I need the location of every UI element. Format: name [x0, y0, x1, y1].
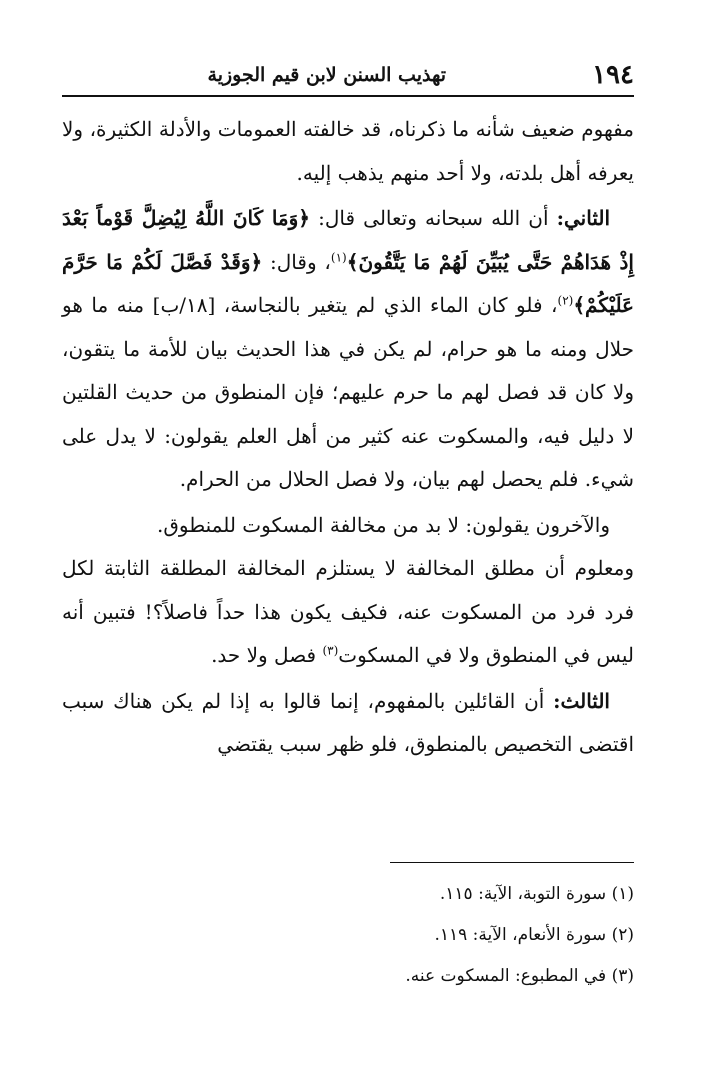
- footnotes: [300, 874, 634, 997]
- footnote-ref-2: (٢): [557, 293, 574, 308]
- paragraph-4-text-b: فصل ولا حد.: [211, 643, 323, 667]
- paragraph-2: [62, 197, 634, 502]
- paragraph-2-text-a: أن الله سبحانه وتعالى قال:: [310, 206, 557, 230]
- footnote-1: (١) سورة التوبة، الآية: ١١٥.: [439, 884, 634, 904]
- paragraph-2-text-b: ، وقال:: [262, 249, 331, 274]
- footnote-divider: [390, 862, 634, 863]
- quran-verse-2: ﴿وَقَدْ فَصَّلَ لَكُمْ مَا حَرَّمَ عَلَيْكُمْ﴾: [62, 249, 634, 317]
- footnote-ref-1: (١): [330, 249, 347, 264]
- main-text: [62, 108, 634, 767]
- paragraph-2-text-c: ، فلو كان الماء الذي لم يتغير بالنجاسة، [١٨/ب] منه ما هو حلال ومنه ما هو حرام، لم يكن في هذا الحديث بيان للأمة ما يتقون، ولا كان قد فصل لهم ما حرم عليهم؛ فإن المنطوق من حديث القلتين لا دليل فيه، والمسكوت عنه كثير من أهل العلم يقولون: لا يدل على شيء. فلم يحصل لهم بيان، ولا فصل الحلال من الحرام.: [62, 293, 634, 491]
- paragraph-5-lead: الثالث:: [553, 688, 610, 713]
- paragraph-5: [62, 680, 634, 767]
- paragraph-1: مفهوم ضعيف شأنه ما ذكرناه، قد خالفته العمومات والأدلة الكثيرة، ولا يعرفه أهل بلدته، ولا أحد منهم يذهب إليه.: [62, 117, 634, 185]
- page-number: ١٩٤: [592, 60, 634, 90]
- paragraph-4: [62, 547, 634, 678]
- page-header: [62, 58, 634, 94]
- quran-verse-1: ﴿وَمَا كَانَ اللَّهُ لِيُضِلَّ قَوْماً بَعْدَ إِذْ هَدَاهُمْ حَتَّى يُبَيِّنَ لَهُمْ مَا يَتَّقُونَ﴾: [62, 206, 634, 274]
- paragraph-4-text-a: ومعلوم أن مطلق المخالفة لا يستلزم المخالفة المطلقة الثابتة لكل فرد فرد من المسكوت عنه، فكيف يكون هذا حداً فاصلاً؟! فتبين أنه ليس في المنطوق ولا في المسكوت: [62, 556, 634, 667]
- paragraph-3: والآخرون يقولون: لا بد من مخالفة المسكوت للمنطوق.: [157, 512, 610, 537]
- running-title: تهذيب السنن لابن قيم الجوزية: [207, 64, 446, 86]
- header-divider: [62, 95, 634, 97]
- paragraph-5-text: أن القائلين بالمفهوم، إنما قالوا به إذا لم يكن هناك سبب اقتضى التخصيص بالمنطوق، فلو ظهر سبب يقتضي: [62, 688, 634, 756]
- footnote-ref-3: (٣): [322, 643, 339, 658]
- paragraph-2-lead: الثاني:: [556, 206, 611, 230]
- footnote-2: (٢) سورة الأنعام، الآية: ١١٩.: [434, 925, 634, 945]
- footnote-3: (٣) في المطبوع: المسكوت عنه.: [405, 966, 634, 986]
